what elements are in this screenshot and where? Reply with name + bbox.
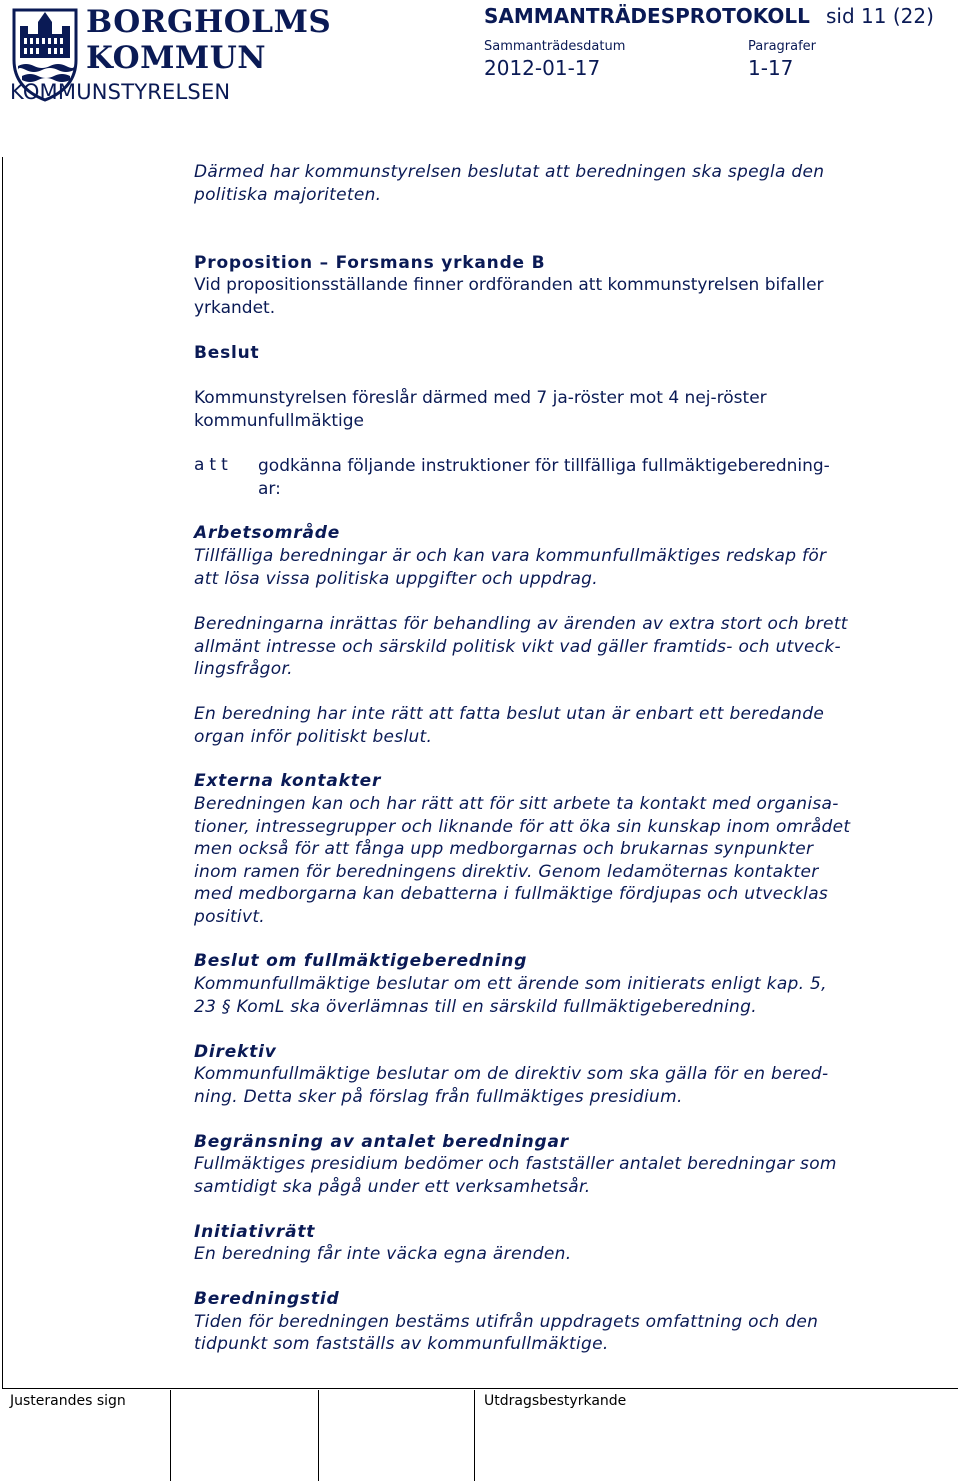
begransning-heading: Begränsning av antalet beredningar <box>194 1132 569 1152</box>
arbetsomrade-line-2: att lösa vissa politiska uppgifter och uppdrag. <box>194 569 598 589</box>
meeting-date-label: Sammanträdesdatum <box>484 39 626 54</box>
footer-rule <box>2 1388 958 1389</box>
att-line-2: ar: <box>258 479 281 499</box>
externa-line-4: inom ramen för beredningens direktiv. Genom ledamöternas kontakter <box>194 862 819 882</box>
externa-line-1: Beredningen kan och har rätt att för sitt arbete ta kontakt med organisa- <box>194 794 839 814</box>
intro-line-1: Därmed har kommunstyrelsen beslutat att beredningen ska spegla den <box>194 162 825 182</box>
externa-line-3: men också för att fånga upp medborgarnas och brukarnas synpunkter <box>194 839 814 859</box>
beredningstid-heading: Beredningstid <box>194 1289 340 1309</box>
beslut-line-1: Kommunstyrelsen föreslår därmed med 7 ja-röster mot 4 nej-röster <box>194 388 767 408</box>
externa-line-6: positivt. <box>194 907 265 927</box>
initiativ-line-1: En beredning får inte väcka egna ärenden. <box>194 1244 572 1264</box>
beredningstid-line-1: Tiden för beredningen bestäms utifrån uppdragets omfattning och den <box>194 1312 819 1332</box>
enberedning-line-1: En beredning har inte rätt att fatta beslut utan är enbart ett beredande <box>194 704 825 724</box>
att-line-1: godkänna följande instruktioner för tillfälliga fullmäktigeberedning- <box>258 456 830 476</box>
left-margin-line <box>2 157 3 1389</box>
enberedning-line-2: organ inför politiskt beslut. <box>194 727 433 747</box>
beredningarna-line-3: lingsfrågor. <box>194 659 293 679</box>
beslutom-heading: Beslut om fullmäktigeberedning <box>194 951 528 971</box>
direktiv-line-2: ning. Detta sker på förslag från fullmäktiges presidium. <box>194 1087 683 1107</box>
externa-heading: Externa kontakter <box>194 771 382 791</box>
begransning-line-2: samtidigt ska pågå under ett verksamhetsår. <box>194 1177 591 1197</box>
direktiv-line-1: Kommunfullmäktige beslutar om de direktiv som ska gälla för en bered- <box>194 1064 829 1084</box>
paragraphs-value: 1-17 <box>748 56 794 80</box>
direktiv-heading: Direktiv <box>194 1042 277 1062</box>
att-text <box>258 455 898 501</box>
utdragsbestyrkande-label: Utdragsbestyrkande <box>484 1393 627 1409</box>
proposition-line-2: yrkandet. <box>194 298 276 318</box>
footer-divider <box>318 1390 319 1481</box>
beslutom-line-2: 23 § KomL ska överlämnas till en särskild fullmäktigeberedning. <box>194 997 757 1017</box>
externa-line-2: tioner, intressegrupper och liknande för att öka sin kunskap inom området <box>194 817 851 837</box>
begransning-line-1: Fullmäktiges presidium bedömer och fastställer antalet beredningar som <box>194 1154 837 1174</box>
footer-divider <box>170 1390 171 1481</box>
arbetsomrade-line-1: Tillfälliga beredningar är och kan vara kommunfullmäktiges redskap för <box>194 546 827 566</box>
arbetsomrade-heading: Arbetsområde <box>194 523 341 543</box>
beslutom-line-1: Kommunfullmäktige beslutar om ett ärende som initierats enligt kap. 5, <box>194 974 827 994</box>
proposition-line-1: Vid propositionsställande finner ordföranden att kommunstyrelsen bifaller <box>194 275 824 295</box>
proposition-heading: Proposition – Forsmans yrkande B <box>194 253 546 273</box>
att-marker: att <box>194 455 233 475</box>
page-number: sid 11 (22) <box>826 4 934 28</box>
footer-divider <box>474 1390 475 1481</box>
initiativ-heading: Initiativrätt <box>194 1222 316 1242</box>
organization-name: KOMMUNSTYRELSEN <box>10 80 231 104</box>
beredningarna-line-2: allmänt intresse och särskild politisk vikt vad gäller framtids- och utveck- <box>194 637 841 657</box>
beslut-line-2: kommunfullmäktige <box>194 411 364 431</box>
justerandes-sign-label: Justerandes sign <box>10 1393 126 1409</box>
intro-line-2: politiska majoriteten. <box>194 185 382 205</box>
paragraphs-label: Paragrafer <box>748 39 817 54</box>
beslut-heading: Beslut <box>194 343 260 363</box>
meeting-date-value: 2012-01-17 <box>484 56 601 80</box>
logo-line-1: BORGHOLMS <box>86 4 332 40</box>
document-title: SAMMANTRÄDESPROTOKOLL <box>484 4 810 28</box>
beredningstid-line-2: tidpunkt som fastställs av kommunfullmäktige. <box>194 1334 609 1354</box>
beredningarna-line-1: Beredningarna inrättas för behandling av ärenden av extra stort och brett <box>194 614 848 634</box>
logo-line-2: KOMMUN <box>86 40 267 76</box>
externa-line-5: med medborgarna kan debatterna i fullmäktige fördjupas och utvecklas <box>194 884 829 904</box>
